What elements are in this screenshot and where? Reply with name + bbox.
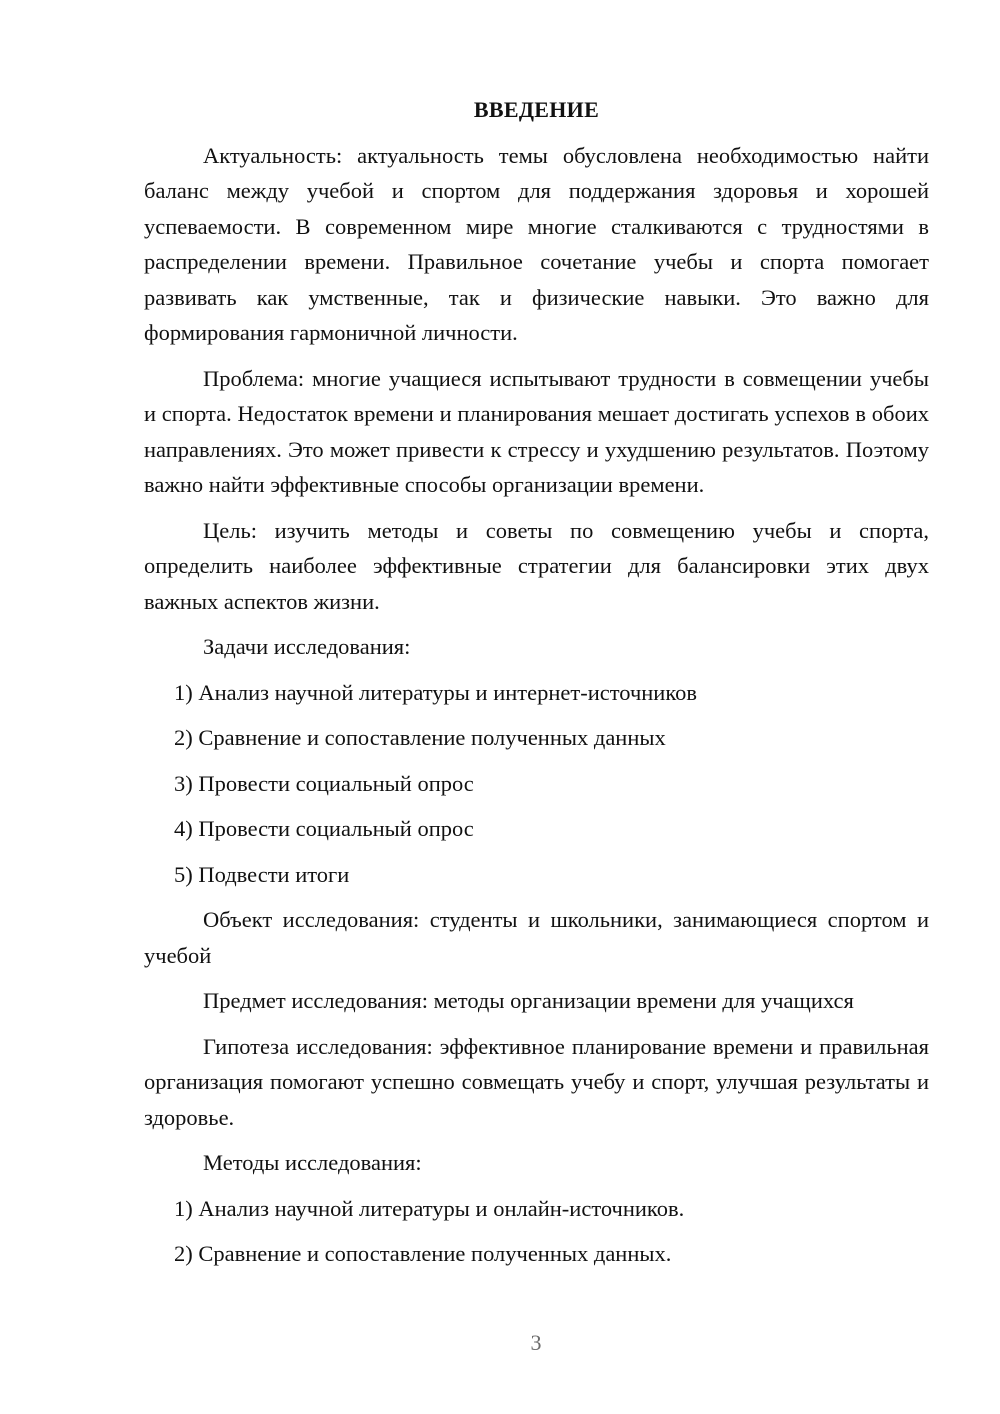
methods-heading: Методы исследования:	[203, 1150, 422, 1175]
list-item: 1) Анализ научной литературы и онлайн-источников.	[174, 1195, 685, 1221]
problem-paragraph: Проблема: многие учащиеся испытывают трудности в совмещении учебы и спорта. Недостаток времени и планирования мешает достигать успехов в обоих направлениях. Это может привести к стрессу и ухудшению результатов. Поэтому важно найти эффективные способы организации времени.	[144, 365, 929, 497]
section-title: ВВЕДЕНИЕ	[473, 97, 600, 122]
list-item: 3) Провести социальный опрос	[174, 770, 474, 796]
page-number: 3	[530, 1330, 542, 1355]
list-item: 2) Сравнение и сопоставление полученных данных.	[174, 1241, 672, 1266]
list-item: 2) Сравнение и сопоставление полученных данных	[174, 725, 666, 750]
list-item: 1) Анализ научной литературы и интернет-источников	[174, 679, 698, 705]
goal-paragraph: Цель: изучить методы и советы по совмещению учебы и спорта, определить наиболее эффективные стратегии для балансировки этих двух важных аспектов жизни.	[144, 517, 929, 614]
list-item: 5) Подвести итоги	[174, 861, 350, 887]
object-paragraph: Объект исследования: студенты и школьники, занимающиеся спортом и учебой	[144, 907, 929, 968]
tasks-heading: Задачи исследования:	[203, 634, 411, 659]
subject-paragraph: Предмет исследования: методы организации времени для учащихся	[203, 988, 854, 1013]
list-item: 4) Провести социальный опрос	[174, 816, 474, 841]
methods-list	[144, 1191, 929, 1272]
hypothesis-paragraph: Гипотеза исследования: эффективное планирование времени и правильная организация помогают успешно совмещать учебу и спорт, улучшая результаты и здоровье.	[144, 1033, 929, 1130]
tasks-list	[144, 675, 929, 893]
relevance-paragraph: Актуальность: актуальность темы обусловлена необходимостью найти баланс между учебой и спортом для поддержания здоровья и хорошей успеваемости. В современном мире многие сталкиваются с трудностями в распределении времени. Правильное сочетание учебы и спорта помогает развивать как умственные, так и физические навыки. Это важно для формирования гармоничной личности.	[144, 142, 929, 345]
document-body	[144, 92, 929, 1282]
